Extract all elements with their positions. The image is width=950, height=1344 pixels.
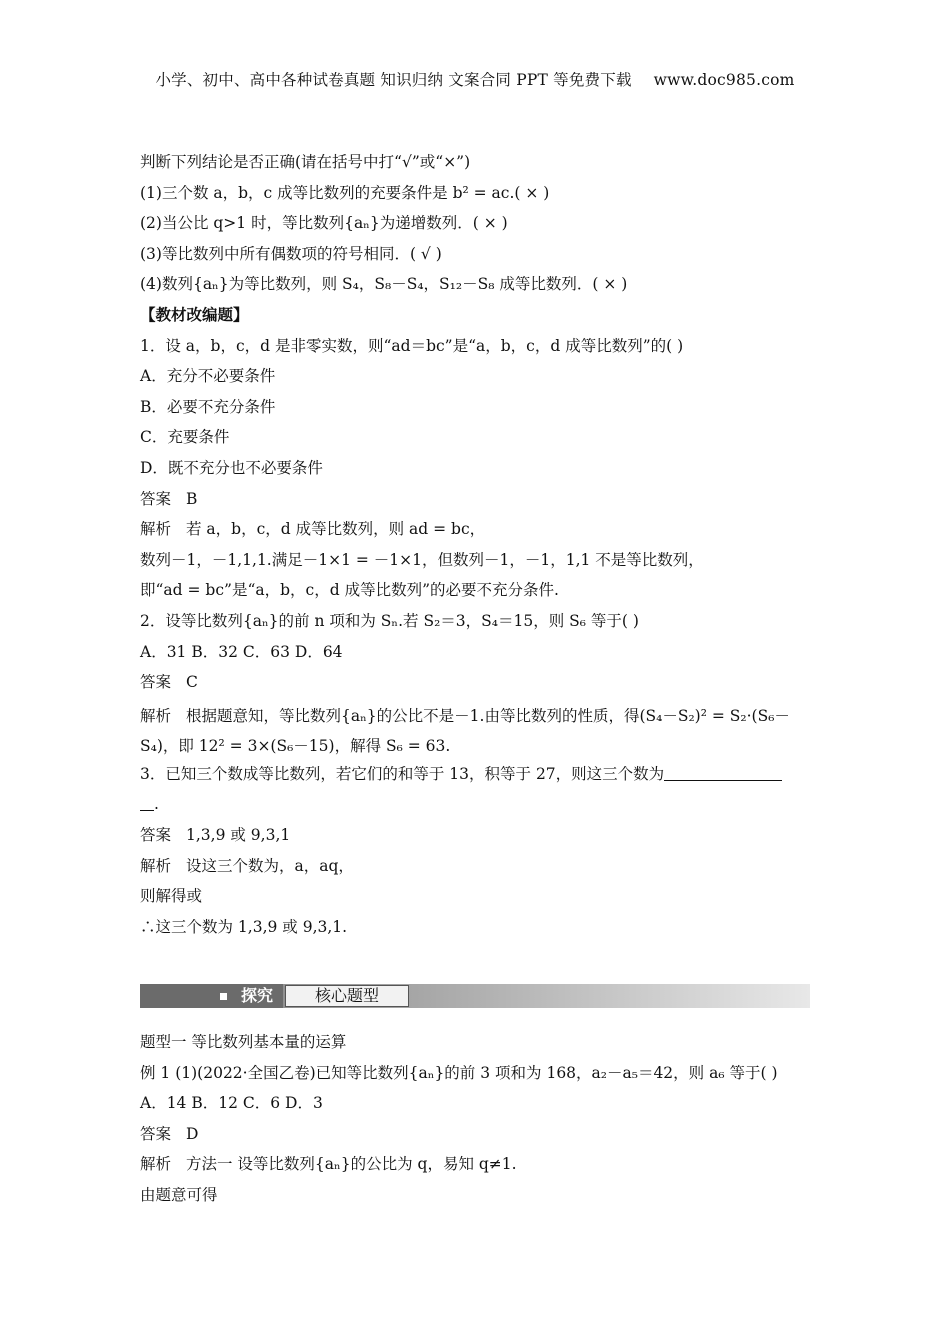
q1-analysis-2: 数列－1，－1,1,1.满足－1×1 = －1×1，但数列－1，－1，1,1 不是等比数列，: [140, 550, 704, 569]
q3-analysis-1: [140, 854, 812, 885]
answer-value: B: [186, 489, 198, 508]
example-1-options: A．14 B．12 C．6 D．3: [140, 1094, 323, 1113]
answer-blank[interactable]: [664, 764, 782, 781]
q3-tail: .: [154, 795, 159, 814]
q3-stem: [140, 762, 812, 793]
judge-item-3: (3)等比数列中所有偶数项的符号相同．( √ ): [140, 244, 442, 263]
answer-value: D: [186, 1124, 199, 1143]
banner-right-label: 核心题型: [285, 985, 409, 1007]
answer-label: 答案: [140, 826, 172, 845]
q2-options: A．31 B．32 C．63 D．64: [140, 642, 343, 661]
q1-option-a: A．充分不必要条件: [140, 367, 276, 386]
square-icon: [220, 993, 227, 1000]
example-1-analysis: [140, 1152, 812, 1183]
analysis-text: 方法一 设等比数列{aₙ}的公比为 q，易知 q≠1.: [186, 1155, 517, 1174]
analysis-text: 设这三个数为，a，aq，: [186, 856, 354, 875]
section-banner: [140, 984, 810, 1008]
q1-stem: 1．设 a，b，c，d 是非零实数，则“ad＝bc”是“a，b，c，d 成等比数列”的( ): [140, 336, 684, 355]
q1-option-b: B．必要不充分条件: [140, 397, 276, 416]
answer-value: C: [186, 673, 198, 692]
banner-left-label: 探究: [241, 986, 274, 1005]
analysis-label: 解析: [140, 520, 172, 539]
analysis-label: 解析: [140, 706, 172, 725]
example-1-answer: [140, 1122, 812, 1153]
q3-stem-text: 3．已知三个数成等比数列，若它们的和等于 13，积等于 27，则这三个数为: [140, 764, 665, 783]
analysis-text: 若 a，b，c，d 成等比数列，则 ad = bc，: [186, 520, 486, 539]
main-content: [140, 150, 812, 945]
section-title: 【教材改编题】: [140, 304, 249, 324]
q1-option-d: D．既不充分也不必要条件: [140, 458, 323, 477]
header-text: 小学、初中、高中各种试卷真题 知识归纳 文案合同 PPT 等免费下载: [155, 71, 632, 89]
page-header: [0, 68, 950, 90]
analysis-label: 解析: [140, 856, 172, 875]
answer-label: 答案: [140, 673, 172, 692]
q2-stem: 2．设等比数列{aₙ}的前 n 项和为 Sₙ.若 S₂＝3，S₄＝15，则 S₆ 等于( ): [140, 611, 639, 630]
q3-analysis-3: ∴这三个数为 1,3,9 或 9,3,1.: [140, 917, 348, 936]
judge-instruction: 判断下列结论是否正确(请在括号中打“√”或“×”): [140, 153, 471, 171]
example-1-last: 由题意可得: [140, 1185, 218, 1204]
q1-analysis-1: [140, 517, 812, 548]
q2-answer: [140, 670, 812, 701]
q2-analysis: [140, 701, 812, 762]
answer-label: 答案: [140, 489, 172, 508]
analysis-label: 解析: [140, 1155, 172, 1174]
q1-option-c: C．充要条件: [140, 428, 230, 447]
analysis-text: 根据题意知，等比数列{aₙ}的公比不是－1.由等比数列的性质，得(S₄－S₂)² = S₂·(S₆－S₄)，即 12² = 3×(S₆－15)，解得 S₆ = 63.: [140, 706, 790, 756]
judge-item-1: (1)三个数 a，b，c 成等比数列的充要条件是 b² = ac.( × ): [140, 183, 550, 202]
type1-content: [140, 1030, 812, 1214]
q3-answer: [140, 823, 812, 854]
q1-answer: [140, 487, 812, 518]
answer-blank-cont[interactable]: [140, 794, 154, 811]
q3-stem-tail: [140, 792, 812, 823]
judge-item-2: (2)当公比 q>1 时，等比数列{aₙ}为递增数列．( × ): [140, 214, 508, 233]
q1-analysis-3: 即“ad = bc”是“a，b，c，d 成等比数列”的必要不充分条件.: [140, 581, 559, 600]
answer-value: 1,3,9 或 9,3,1: [186, 826, 291, 845]
banner-left: [140, 984, 283, 1008]
judge-item-4: (4)数列{aₙ}为等比数列，则 S₄，S₈－S₄，S₁₂－S₈ 成等比数列．( × ): [140, 275, 628, 294]
type1-title: 题型一 等比数列基本量的运算: [140, 1033, 347, 1051]
header-site-link[interactable]: www.doc985.com: [653, 71, 795, 89]
answer-label: 答案: [140, 1124, 172, 1143]
q3-analysis-2: 则解得或: [140, 887, 203, 906]
example-1: 例 1 (1)(2022·全国乙卷)已知等比数列{aₙ}的前 3 项和为 168，a₂－a₅＝42，则 a₆ 等于( ): [140, 1063, 778, 1082]
